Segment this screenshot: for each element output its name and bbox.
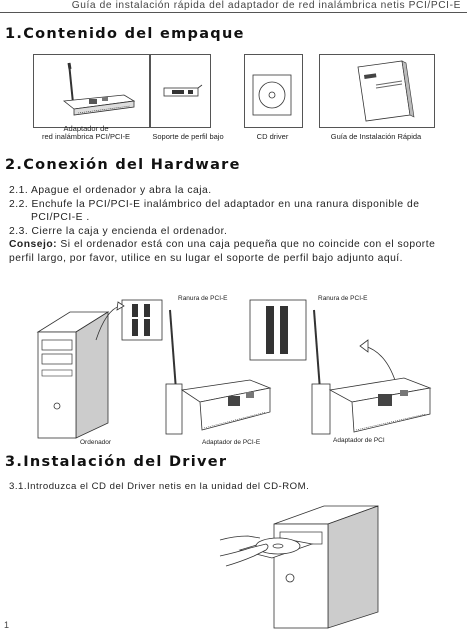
pci-adapter-icon (312, 310, 430, 434)
tip-line2: perfil largo, por favor, utilice en su lugar el soporte de perfil bajo adjunto aquí. (9, 253, 404, 264)
cd-rom-figure (220, 500, 390, 630)
step-2-2-cont: PCI/PCI-E . (31, 212, 90, 223)
page-number: 1 (4, 620, 10, 630)
computer-tower-icon (38, 312, 108, 438)
label-computer: Ordenador (80, 439, 112, 446)
tip-line1 (9, 238, 435, 251)
page-header-title: Guía de instalación rápida del adaptador de red inalámbrica netis PCI/PCI-E (71, 0, 461, 11)
label-pcie-slot: Ranura de PCI-E (178, 295, 228, 302)
label-pci-adapter: Adaptador de PCI (333, 437, 385, 444)
package-item-adapter (33, 54, 151, 128)
package-label-adapter-line2: red inalámbrica PCI/PCI-E (42, 132, 130, 141)
quick-guide-icon (320, 55, 434, 127)
pcie-slot-inset (122, 300, 162, 340)
package-item-cd (244, 54, 303, 128)
section-heading-contents: 1.Contenido del empaque (5, 26, 245, 42)
computer-tower-icon (274, 506, 378, 628)
step-2-1: 2.1. Apague el ordenador y abra la caja. (9, 185, 212, 196)
package-label-adapter-line1: Adaptador de (63, 124, 109, 133)
hardware-installation-figure (0, 280, 467, 450)
step-3-1: 3.1.Introduzca el CD del Driver netis en la unidad del CD-ROM. (9, 481, 310, 492)
hand-icon (220, 536, 268, 566)
header-rule (0, 12, 467, 13)
low-profile-bracket-icon (150, 55, 210, 127)
tip-label: Consejo: (9, 239, 58, 250)
adapter-card-icon (34, 55, 150, 127)
package-label-cd: CD driver (256, 132, 289, 141)
tip-text-line1: Si el ordenador está con una caja pequeña que no coincide con el soporte (57, 239, 436, 250)
label-pci-slot: Ranura de PCI-E (318, 295, 368, 302)
step-2-2: 2.2. Enchufe la PCI/PCI-E inalámbrico del adaptador en una ranura disponible de (9, 199, 420, 210)
package-item-guide (319, 54, 435, 128)
cd-icon (245, 55, 302, 127)
package-label-bracket: Soporte de perfil bajo (152, 132, 224, 141)
section-heading-hardware: 2.Conexión del Hardware (5, 157, 241, 173)
step-2-3: 2.3. Cierre la caja y encienda el ordenador. (9, 226, 228, 237)
package-item-bracket (149, 54, 211, 128)
label-pcie-adapter: Adaptador de PCI-E (202, 439, 261, 446)
package-label-guide: Guía de Instalación Rápida (330, 132, 422, 141)
pci-slot-inset (250, 300, 306, 360)
section-heading-driver: 3.Instalación del Driver (5, 454, 228, 470)
